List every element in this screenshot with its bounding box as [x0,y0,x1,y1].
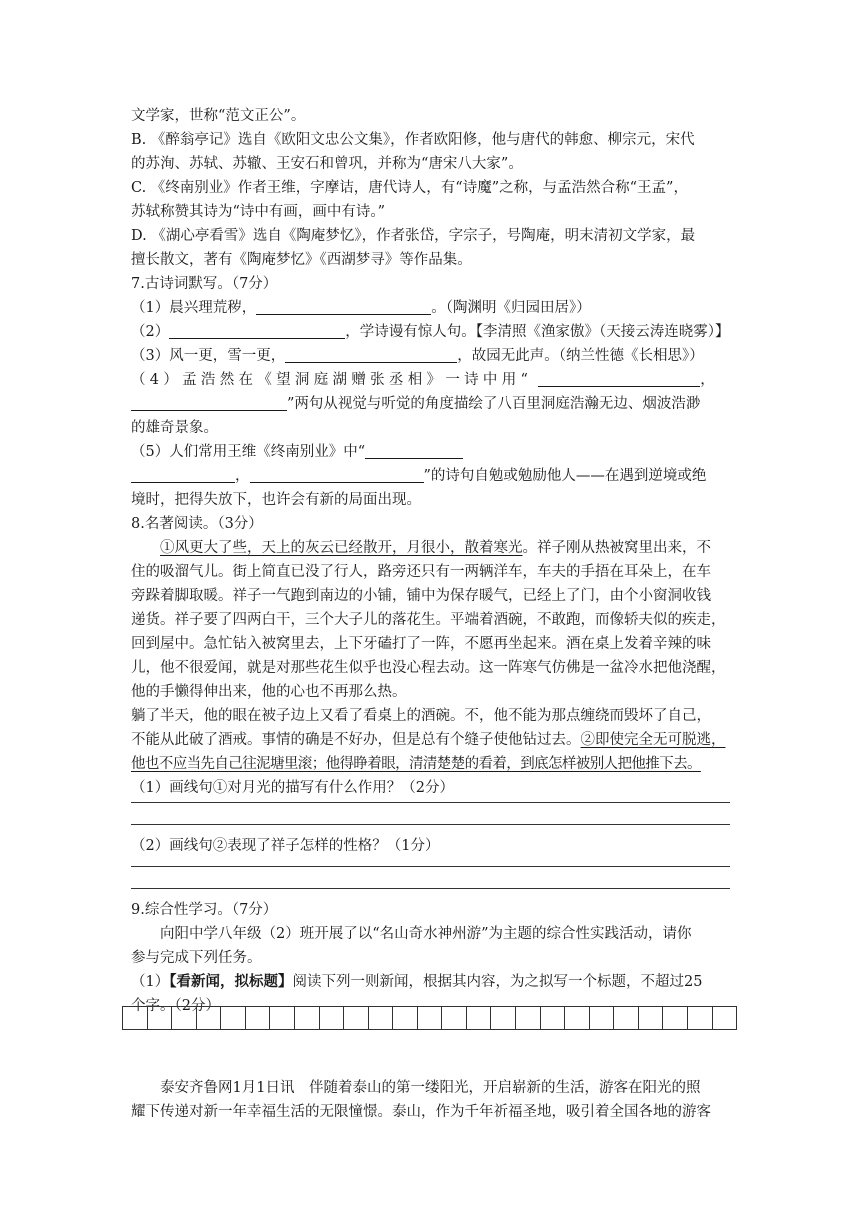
q7-item3-post: ，故园无此声。（纳兰性德《长相思》） [457,348,704,364]
q7-item1 [131,296,731,320]
q7-item4-line1 [131,368,731,392]
grid-cell[interactable] [197,1007,222,1029]
q9-task1-pre: （1） [131,974,170,990]
q8-heading: 8.名著阅读。（3分） [131,516,263,532]
q9-intro-line2: 参与完成下列任务。 [131,950,262,966]
q7-item5-line2 [131,464,731,488]
headline-writing-grid[interactable] [122,1006,737,1030]
grid-cell[interactable] [491,1007,516,1029]
grid-cell[interactable] [541,1007,566,1029]
option-d-line2: 擅长散文，著有《陶庵梦忆》《西湖梦寻》等作品集。 [131,252,472,268]
grid-cell[interactable] [369,1007,394,1029]
q7-item4-line3: 的雄奇景象。 [131,420,218,436]
q7-blank4b[interactable] [131,394,287,411]
q8-sub2: （2）画线句②表现了祥子怎样的性格？（1分） [131,838,440,854]
q7-item3-pre: （3）风一更，雪一更， [131,348,286,364]
q8-para1-line3: 旁跺着脚取暖。祥子一气跑到南边的小铺，铺中为保存暖气，已经上了门，由个小窗洞收钱 [131,588,711,604]
answer-line-4[interactable] [131,888,730,889]
q7-item5-post: ”的诗句自勉或勉励他人——在遇到逆境或绝 [423,468,707,484]
q8-sub1: （1）画线句①对月光的描写有什么作用？（2分） [131,780,454,796]
grid-cell[interactable] [688,1007,713,1029]
q7-blank5a[interactable] [365,442,463,459]
q8-para1-rest: 。祥子刚从热被窝里出来，不 [522,540,711,556]
q9-task1-title: 【看新闻，拟标题】 [169,973,293,990]
q8-underlined-sentence-1: ①风更大了些，天上的灰云已经散开，月很小，散着寒光 [160,540,523,556]
q7-blank1[interactable] [256,298,431,315]
q8-para1-line1 [131,536,760,560]
q7-blank5b[interactable] [131,466,235,483]
q7-item4-line2 [131,392,731,416]
option-c-line1: C. 《终南别业》作者王维，字摩诘，唐代诗人，有“诗魔”之称，与孟浩然合称“王孟”， [131,180,688,196]
q7-item4-pre: （4）孟浩然在《望洞庭湖赠张丞相》一诗中用“ [131,372,533,388]
q8-para1-line7: 他的手懒得伸出来，他的心也不再那么热。 [131,684,407,700]
answer-line-1[interactable] [131,802,730,803]
q7-item1-post: 。（陶渊明《归园田居》） [431,300,591,316]
grid-cell[interactable] [442,1007,467,1029]
grid-cell[interactable] [516,1007,541,1029]
option-b-line1 [131,128,731,152]
q7-heading: 7.古诗词默写。（7分） [131,276,278,292]
grid-cell[interactable] [663,1007,688,1029]
grid-cell[interactable] [246,1007,271,1029]
q8-underlined-sentence-2b: 他也不应当先自己往泥塘里滚；他得睁着眼，清清楚楚的看着，到底怎样被别人把他推下去。 [131,756,701,772]
q9-task1-line2: 个字。（2分） [131,998,220,1014]
q9-heading: 9.综合性学习。（7分） [131,902,278,918]
q8-para1-line2: 住的吸溜气儿。街上简直已没了行人，路旁还只有一两辆洋车，车夫的手捂在耳朵上，在车 [131,564,711,580]
grid-cell[interactable] [148,1007,173,1029]
q7-blank3[interactable] [285,346,457,363]
q7-blank5c[interactable] [250,466,424,483]
q9-task1-line1 [131,970,731,994]
option-d-line1: D. 《湖心亭看雪》选自《陶庵梦忆》，作者张岱，字宗子，号陶庵，明末清初文学家，最 [131,228,696,244]
q8-underlined-sentence-2a: ②即使完全无可脱逃， [580,732,726,748]
grid-cell[interactable] [393,1007,418,1029]
grid-cell[interactable] [713,1007,737,1029]
q8-para1-line4: 递货。祥子要了四两白干，三个大子儿的落花生。平端着酒碗，不敢跑，而像轿夫似的疾走， [131,612,726,628]
news-line1: 泰安齐鲁网1月1日讯 伴随着泰山的第一缕阳光，开启崭新的生活，游客在阳光的照 [160,1080,701,1096]
option-b-line2: 的苏洵、苏轼、苏辙、王安石和曾巩，并称为“唐宋八大家”。 [131,156,523,172]
q7-blank4a[interactable] [538,370,700,387]
q7-item5-line1 [131,440,731,464]
grid-cell[interactable] [418,1007,443,1029]
q7-item2 [131,320,731,344]
grid-cell[interactable] [123,1007,148,1029]
q8-para2-line2 [131,728,731,752]
q8-para2-line1: 躺了半天，他的眼在被子边上又看了看桌上的酒碗。不，他不能为那点缠绕而毁坏了自己， [131,708,711,724]
answer-line-3[interactable] [131,866,730,867]
option-a-end: 文学家，世称“范文正公”。 [131,108,306,124]
grid-cell[interactable] [590,1007,615,1029]
q7-item4-post: ”两句从视觉与听觉的角度描绘了八百里洞庭浩瀚无边、烟波浩渺 [287,396,701,412]
q8-para1-line5: 回到屋中。急忙钻入被窝里去，上下牙磕打了一阵，不愿再坐起来。酒在桌上发着辛辣的味 [131,636,711,652]
grid-cell[interactable] [172,1007,197,1029]
q7-item4-comma: ， [700,372,720,388]
grid-cell[interactable] [614,1007,639,1029]
news-line2: 耀下传递对新一年幸福生活的无限憧憬。泰山，作为千年祈福圣地，吸引着全国各地的游客 [131,1104,711,1120]
grid-cell[interactable] [270,1007,295,1029]
q8-para2-pre: 不能从此破了酒戒。事情的确是不好办，但是总有个缝子使他钻过去。 [131,732,581,748]
q7-item5-pre: （5）人们常用王维《终南别业》中“ [131,444,366,460]
q7-item2-pre: （2） [131,324,170,340]
q7-item3 [131,344,731,368]
q9-intro-line1: 向阳中学八年级（2）班开展了以“名山奇水神州游”为主题的综合性实践活动，请你 [160,926,692,942]
grid-cell[interactable] [320,1007,345,1029]
grid-cell[interactable] [221,1007,246,1029]
q7-item1-pre: （1）晨兴理荒秽， [131,300,257,316]
q7-item5-line3: 境时，把得失放下，也许会有新的局面出现。 [131,492,421,508]
grid-cell[interactable] [295,1007,320,1029]
grid-cell[interactable] [565,1007,590,1029]
grid-cell[interactable] [344,1007,369,1029]
option-b-text: B. 《醉翁亭记》选自《欧阳文忠公文集》，作者欧阳修，他与唐代的韩愈、柳宗元，宋代 [131,132,695,148]
q7-blank2[interactable] [169,322,345,339]
q7-item2-post: ，学诗谩有惊人句。【李清照《渔家傲》（天接云涛连晓雾）】 [345,324,730,340]
option-c-line2: 苏轼称赞其诗为“诗中有画，画中有诗。” [131,204,386,220]
q7-item5-comma: ， [235,468,250,484]
grid-cell[interactable] [639,1007,664,1029]
answer-line-2[interactable] [131,824,730,825]
q9-task1-post: 阅读下列一则新闻，根据其内容，为之拟写一个标题，不超过25 [292,974,703,990]
q8-para1-line6: 儿，他不很爱闻，就是对那些花生似乎也没心程去动。这一阵寒气仿佛是一盆冷水把他浇醒， [131,660,726,676]
grid-cell[interactable] [467,1007,492,1029]
